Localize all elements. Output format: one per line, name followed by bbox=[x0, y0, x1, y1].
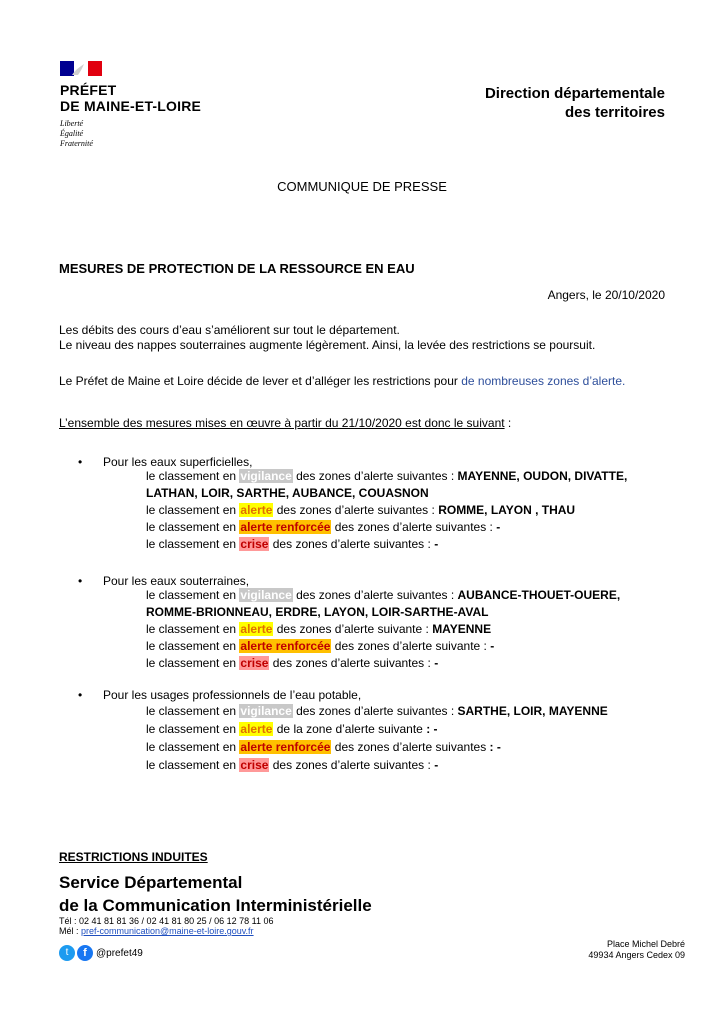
zone-list: AUBANCE-THOUET-OUERE, bbox=[457, 588, 621, 602]
measure-line bbox=[146, 468, 627, 485]
measures-intro bbox=[59, 416, 511, 431]
service-line-1: Service Départemental bbox=[59, 873, 243, 892]
measure-prefix: le classement en bbox=[146, 704, 240, 718]
measure-text: des zones d’alerte suivantes : bbox=[269, 656, 435, 670]
bullet-marker: • bbox=[78, 688, 83, 702]
section-heading-drinking-water: Pour les usages professionnels de l’eau potable, bbox=[103, 688, 362, 702]
measure-prefix: le classement en bbox=[146, 656, 240, 670]
intro-paragraph bbox=[59, 323, 595, 352]
motto-fraternite: Fraternité bbox=[60, 139, 93, 148]
zone-list: SARTHE, LOIR, MAYENNE bbox=[457, 704, 608, 718]
crise-highlight: crise bbox=[240, 537, 269, 551]
measure-prefix: le classement en bbox=[146, 722, 240, 736]
restrictions-heading: RESTRICTIONS INDUITES bbox=[59, 850, 208, 864]
service-name bbox=[59, 871, 372, 917]
marianne-flag-icon bbox=[60, 61, 102, 76]
measure-line bbox=[146, 536, 438, 553]
vigilance-highlight: vigilance bbox=[240, 588, 292, 602]
service-line-2: de la Communication Interministérielle bbox=[59, 896, 372, 915]
postal-address bbox=[588, 939, 685, 961]
prefet-line: PRÉFET bbox=[60, 82, 117, 98]
measure-prefix: le classement en bbox=[146, 520, 240, 534]
section-heading-surface: Pour les eaux superficielles, bbox=[103, 455, 253, 469]
motto bbox=[60, 119, 93, 149]
measure-text: des zones d’alerte suivantes : bbox=[292, 469, 458, 483]
measure-text: des zones d’alerte suivantes : bbox=[269, 758, 435, 772]
decision-paragraph bbox=[59, 374, 625, 389]
measure-line bbox=[146, 621, 491, 638]
zone-list: : - bbox=[426, 722, 438, 736]
measures-intro-underlined: L’ensemble des mesures mises en œuvre à partir du 21/10/2020 est donc le suivant bbox=[59, 416, 505, 430]
measure-text: des zones d’alerte suivantes : bbox=[292, 704, 458, 718]
zone-list: - bbox=[434, 656, 439, 670]
crise-highlight: crise bbox=[240, 656, 269, 670]
zone-list: : - bbox=[489, 740, 501, 754]
measure-prefix: le classement en bbox=[146, 588, 240, 602]
measure-text: des zones d’alerte suivantes bbox=[331, 740, 490, 754]
document-date: Angers, le 20/10/2020 bbox=[547, 288, 665, 302]
alerte-renforcee-highlight: alerte renforcée bbox=[240, 740, 331, 754]
prefecture-logo bbox=[60, 82, 201, 114]
motto-liberte: Liberté bbox=[60, 119, 84, 128]
alerte-highlight: alerte bbox=[240, 622, 273, 636]
measure-prefix: le classement en bbox=[146, 740, 240, 754]
measure-text: des zones d’alerte suivantes : bbox=[331, 520, 497, 534]
measure-prefix: le classement en bbox=[146, 537, 240, 551]
phone-numbers: Tél : 02 41 81 81 36 / 02 41 81 80 25 / 06 12 78 11 06 bbox=[59, 916, 274, 926]
decision-text: Le Préfet de Maine et Loire décide de lever et d’alléger les restrictions pour bbox=[59, 374, 462, 388]
zone-list: MAYENNE bbox=[432, 622, 492, 636]
address-line-1: Place Michel Debré bbox=[606, 939, 685, 949]
zone-list: - bbox=[496, 520, 501, 534]
measure-text: des zones d’alerte suivantes : bbox=[292, 588, 458, 602]
measure-text: des zones d’alerte suivantes : bbox=[269, 537, 435, 551]
facebook-icon[interactable]: f bbox=[77, 945, 93, 961]
email-link[interactable]: pref-communication@maine-et-loire.gouv.fr bbox=[81, 926, 254, 936]
measures-intro-colon: : bbox=[504, 416, 512, 430]
measure-text: de la zone d’alerte suivante bbox=[273, 722, 427, 736]
measure-text: des zones d’alerte suivante : bbox=[331, 639, 491, 653]
measure-line bbox=[146, 721, 438, 738]
measure-line bbox=[146, 757, 438, 774]
measure-line bbox=[146, 502, 575, 519]
alerte-renforcee-highlight: alerte renforcée bbox=[240, 520, 331, 534]
measure-prefix: le classement en bbox=[146, 639, 240, 653]
measure-prefix: le classement en bbox=[146, 758, 240, 772]
measure-text: des zones d’alerte suivante : bbox=[273, 622, 433, 636]
social-handle: @prefet49 bbox=[96, 948, 143, 959]
alerte-renforcee-highlight: alerte renforcée bbox=[240, 639, 331, 653]
motto-egalite: Égalité bbox=[60, 129, 84, 138]
address-line-2: 49934 Angers Cedex 09 bbox=[588, 950, 685, 960]
alerte-highlight: alerte bbox=[240, 722, 273, 736]
email-label: Mél : bbox=[59, 926, 82, 936]
measure-prefix: le classement en bbox=[146, 622, 240, 636]
measure-line bbox=[146, 519, 500, 536]
alerte-highlight: alerte bbox=[240, 503, 273, 517]
crise-highlight: crise bbox=[240, 758, 269, 772]
section-heading-groundwater: Pour les eaux souterraines, bbox=[103, 574, 250, 588]
document-type: COMMUNIQUE DE PRESSE bbox=[277, 179, 447, 194]
intro-line-1: Les débits des cours d’eau s’améliorent sur tout le département. bbox=[59, 323, 400, 337]
zone-list: - bbox=[434, 537, 439, 551]
zone-list-continued: ROMME-BRIONNEAU, ERDRE, LAYON, LOIR-SARTHE-AVAL bbox=[146, 605, 489, 619]
twitter-icon[interactable]: t bbox=[59, 945, 75, 961]
zone-list-continued: LATHAN, LOIR, SARTHE, AUBANCE, COUASNON bbox=[146, 486, 429, 500]
direction-line-2: des territoires bbox=[564, 104, 665, 121]
decision-highlight: de nombreuses zones d’alerte. bbox=[461, 374, 626, 388]
contact-block bbox=[59, 916, 274, 936]
measure-line bbox=[146, 587, 620, 604]
department-line: DE MAINE-ET-LOIRE bbox=[60, 98, 202, 114]
measure-prefix: le classement en bbox=[146, 503, 240, 517]
issuing-direction bbox=[485, 84, 665, 122]
email-line bbox=[59, 926, 274, 936]
page-title: MESURES DE PROTECTION DE LA RESSOURCE EN EAU bbox=[59, 261, 415, 276]
measure-text: des zones d’alerte suivantes : bbox=[273, 503, 439, 517]
measure-line bbox=[146, 739, 501, 756]
zone-list: MAYENNE, OUDON, DIVATTE, bbox=[457, 469, 628, 483]
measure-line bbox=[146, 655, 438, 672]
bullet-marker: • bbox=[78, 455, 83, 469]
zone-list: - bbox=[434, 758, 439, 772]
zone-list: ROMME, LAYON , THAU bbox=[438, 503, 576, 517]
bullet-marker: • bbox=[78, 574, 83, 588]
measure-line bbox=[146, 638, 494, 655]
measure-line bbox=[146, 703, 608, 720]
direction-line-1: Direction départementale bbox=[484, 85, 665, 102]
vigilance-highlight: vigilance bbox=[240, 704, 292, 718]
intro-line-2: Le niveau des nappes souterraines augmente légèrement. Ainsi, la levée des restrictions se poursuit. bbox=[59, 337, 596, 352]
zone-list: - bbox=[490, 639, 495, 653]
vigilance-highlight: vigilance bbox=[240, 469, 292, 483]
measure-prefix: le classement en bbox=[146, 469, 240, 483]
